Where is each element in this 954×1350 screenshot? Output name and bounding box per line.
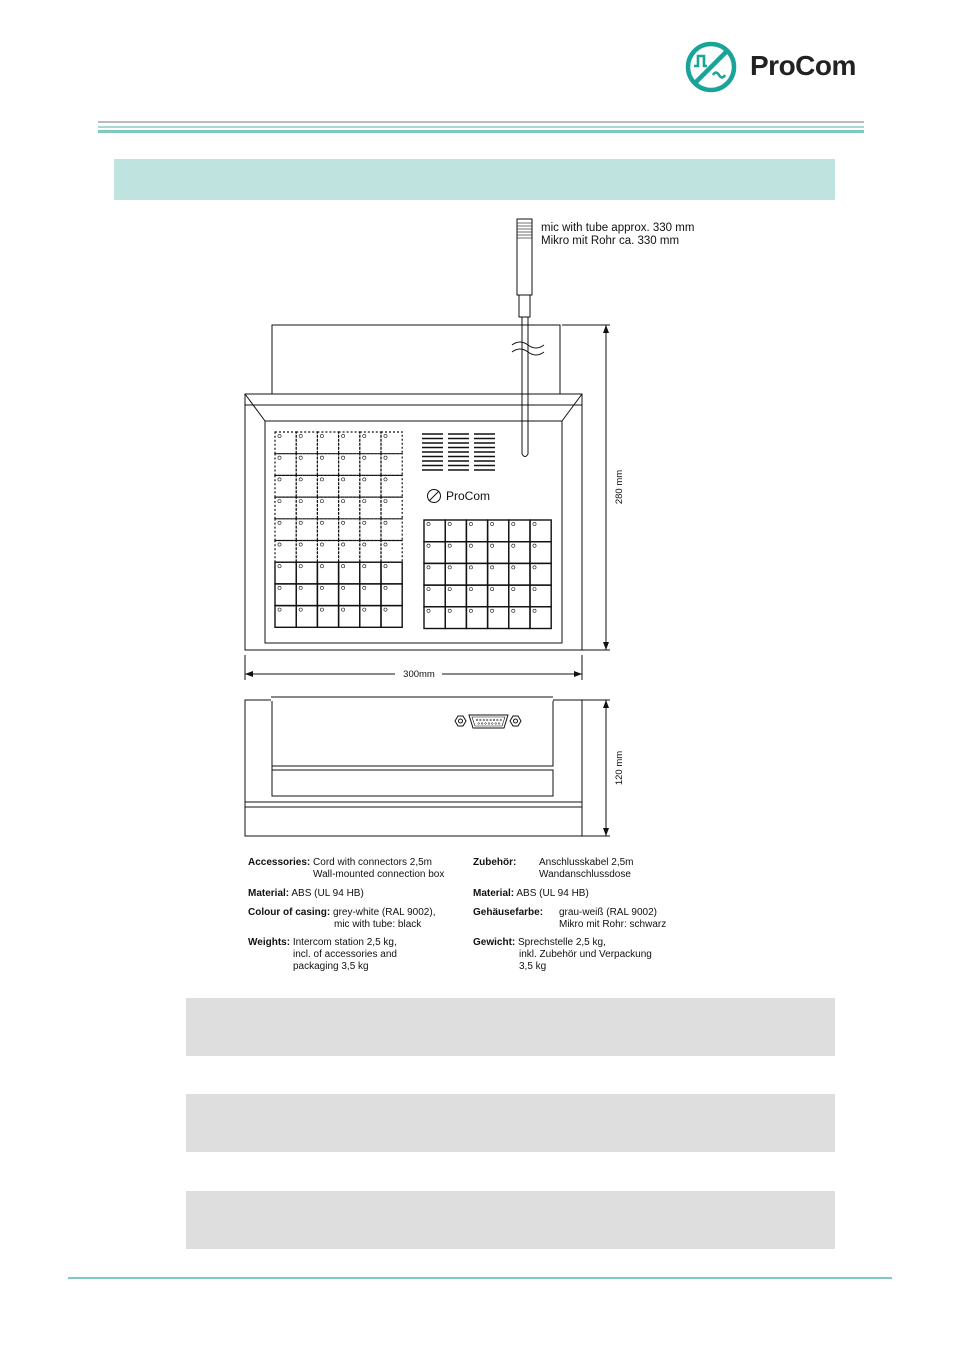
zubehoer-line2: Wandanschlussdose — [539, 869, 631, 880]
material-label-en: Material: — [248, 888, 290, 899]
farbe-label: Gehäusefarbe: — [473, 907, 544, 918]
accessories-label: Accessories: — [248, 857, 311, 868]
mic-label-en: mic with tube approx. 330 mm — [541, 222, 695, 234]
logo-wordmark: ProCom — [750, 50, 856, 81]
colour-line1: grey-white (RAL 9002), — [333, 907, 436, 918]
weights-line1: Intercom station 2,5 kg, — [292, 937, 397, 948]
mic-label-de: Mikro mit Rohr ca. 330 mm — [541, 235, 680, 247]
colour-label: Colour of casing: — [248, 907, 331, 918]
info-box-1 — [186, 998, 835, 1056]
weights-line2: incl. of accessories and — [293, 949, 397, 960]
accessories-line1: Cord with connectors 2,5m — [313, 857, 432, 868]
accessories-line2: Wall-mounted connection box — [313, 869, 445, 880]
colour-line2: mic with tube: black — [334, 919, 422, 930]
specs-english — [248, 857, 468, 977]
info-box-3 — [186, 1191, 835, 1249]
gewicht-label: Gewicht: — [473, 937, 516, 948]
material-value-en: ABS (UL 94 HB) — [291, 888, 364, 899]
height-dimension-label: 280 mm — [614, 469, 625, 505]
material-label-de: Material: — [473, 888, 515, 899]
zubehoer-label: Zubehör: — [473, 857, 517, 868]
footer-rule — [68, 1277, 892, 1279]
width-dimension-label: 300mm — [403, 669, 435, 680]
info-box-2 — [186, 1094, 835, 1152]
zubehoer-line1: Anschlusskabel 2,5m — [539, 857, 634, 868]
farbe-line2: Mikro mit Rohr: schwarz — [559, 919, 667, 930]
gewicht-line2: inkl. Zubehör und Verpackung — [519, 949, 652, 960]
panel-brand-label: ProCom — [446, 489, 491, 503]
material-value-de: ABS (UL 94 HB) — [516, 888, 589, 899]
weights-label: Weights: — [248, 937, 291, 948]
gewicht-line1: Sprechstelle 2,5 kg, — [518, 937, 606, 948]
depth-dimension-label: 120 mm — [614, 750, 625, 786]
weights-line3: packaging 3,5 kg — [293, 961, 369, 972]
specs-german — [473, 857, 713, 977]
gewicht-line3: 3,5 kg — [519, 961, 547, 972]
farbe-line1: grau-weiß (RAL 9002) — [559, 907, 658, 918]
